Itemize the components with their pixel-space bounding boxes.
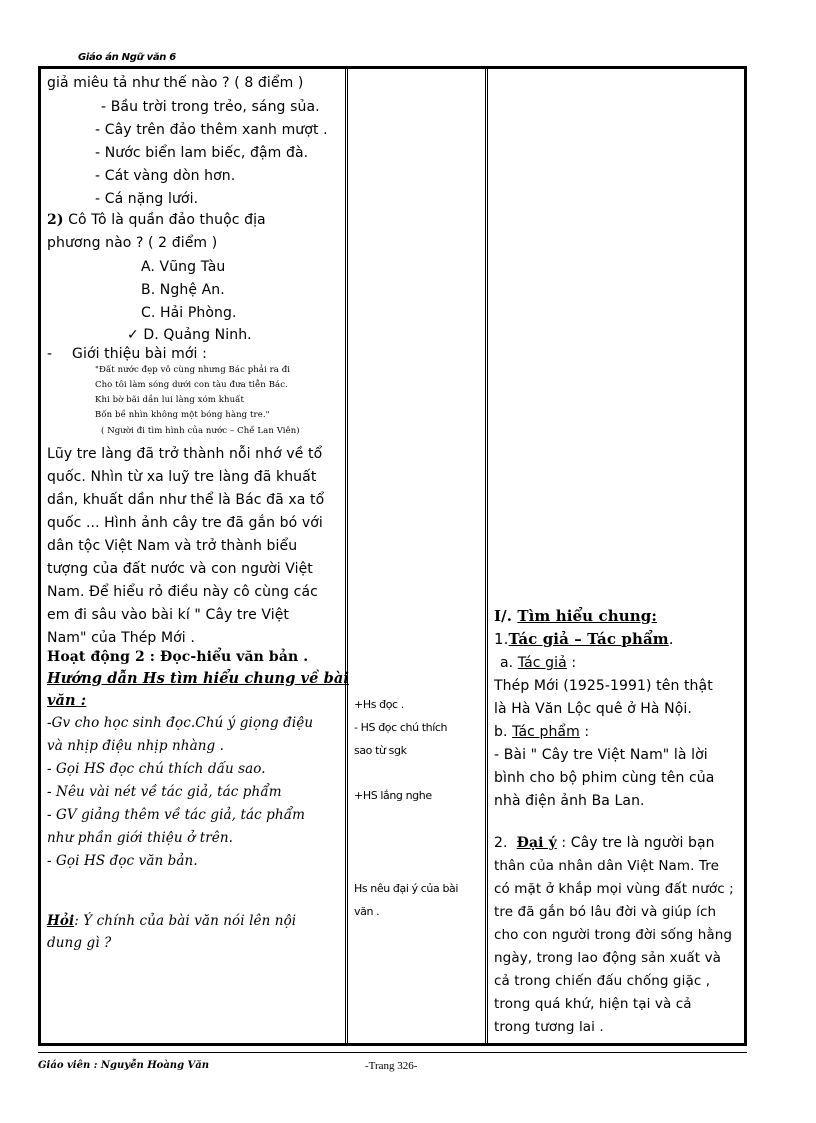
intro-dash: - [47, 346, 53, 362]
sub-title: Tác giả – Tác phẩm [508, 630, 669, 648]
paragraph-line: Nam. Để hiểu rỏ điều này cô cùng các [47, 584, 318, 600]
question-hoi-cont: dung gì ? [47, 935, 112, 951]
section-number: I/. [494, 607, 513, 625]
step-line: - GV giảng thêm về tác giả, tác phẩm [47, 807, 305, 823]
student-line: văn . [354, 905, 380, 918]
page-number: -Trang 326- [365, 1060, 418, 1072]
paragraph-line: dần, khuất dần như thể là Bác đã xa tổ [47, 492, 325, 508]
step-line: và nhịp điệu nhịp nhàng . [47, 738, 225, 754]
poem-source: ( Người đi tìm hình của nước – Chế Lan Viên) [101, 426, 300, 436]
section-title: Tìm hiểu chung: [517, 607, 657, 625]
document-header: Giáo án Ngữ văn 6 [78, 52, 176, 63]
step-line: - Gọi HS đọc chú thích dấu sao. [47, 761, 266, 777]
section-heading [494, 607, 657, 625]
activity-heading: Hoạt động 2 : Đọc-hiểu văn bản . [47, 649, 309, 665]
question-number: 2) [47, 212, 64, 228]
a-label: a. [500, 655, 514, 671]
text-line: - Bài " Cây tre Việt Nam" là lời [494, 747, 708, 763]
text-line: Thép Mới (1925-1991) tên thật [494, 678, 713, 694]
text-line: - Bầu trời trong trẻo, sáng sủa. [101, 99, 320, 115]
poem-line: Khi bờ bãi dần lui làng xóm khuất [95, 395, 244, 405]
paragraph-line: quốc. Nhìn từ xa luỹ tre làng đã khuất [47, 469, 317, 485]
step-line: - Nêu vài nét về tác giả, tác phẩm [47, 784, 282, 800]
option-b: B. Nghệ An. [141, 282, 225, 298]
student-line: - HS đọc chú thích [354, 721, 448, 734]
text-line: - Cát vàng dòn hơn. [95, 168, 236, 184]
option-d [127, 326, 252, 344]
question-text: : Ý chính của bài văn nói lên nội [74, 913, 297, 929]
intro-heading: Giới thiệu bài mới : [72, 346, 207, 362]
question-line [47, 211, 266, 229]
footer-divider [38, 1052, 747, 1053]
column-divider [485, 66, 488, 1046]
text-line: ngày, trong lao động sản xuất và [494, 950, 722, 966]
student-line: Hs nêu đại ý của bài [354, 882, 459, 895]
subsection-a [500, 654, 576, 672]
option-a: A. Vũng Tàu [141, 259, 226, 275]
text-line: nhà điện ảnh Ba Lan. [494, 793, 645, 809]
paragraph-line: quốc ... Hình ảnh cây tre đã gắn bó với [47, 515, 323, 531]
a-title: Tác giả [517, 655, 567, 671]
summary-first: : Cây tre là người bạn [556, 835, 715, 851]
sub-end: . [668, 630, 674, 648]
summary-heading [494, 834, 715, 852]
question-text: Cô Tô là quần đảo thuộc địa [68, 212, 266, 228]
question-label: Hỏi [47, 913, 75, 929]
text-line: cho con người trong đời sống hằng [494, 927, 733, 943]
text-line: - Cây trên đảo thêm xanh mượt . [95, 122, 328, 138]
step-line: như phần giới thiệu ở trên. [47, 830, 234, 846]
poem-line: Bốn bề nhìn không một bóng hàng tre." [95, 410, 270, 420]
student-line: sao từ sgk [354, 744, 407, 757]
column-divider [345, 66, 348, 1046]
a-colon: : [566, 655, 577, 671]
option-d-label: D. Quảng Ninh. [143, 327, 252, 343]
option-c: C. Hải Phòng. [141, 305, 237, 321]
paragraph-line: em đi sâu vào bài kí " Cây tre Việt [47, 607, 289, 623]
student-line: +HS lắng nghe [354, 789, 432, 802]
text-line: cả trong chiến đấu chống giặc , [494, 973, 711, 989]
poem-line: "Đất nước đẹp vô cùng nhưng Bác phải ra đi [95, 365, 291, 375]
guide-heading: Hướng dẫn Hs tìm hiểu chung về bài [47, 670, 349, 687]
step-line: -Gv cho học sinh đọc.Chú ý giọng điệu [47, 715, 314, 731]
text-line: phương nào ? ( 2 điểm ) [47, 235, 218, 251]
text-line: tre đã gắn bó lâu đời và giúp ích [494, 904, 717, 920]
sub-heading [494, 630, 674, 648]
text-line: là Hà Văn Lộc quê ở Hà Nội. [494, 701, 692, 717]
b-colon: : [579, 724, 590, 740]
paragraph-line: dân tộc Việt Nam và trở thành biểu [47, 538, 298, 554]
paragraph-line: tượng của đất nước và con người Việt [47, 561, 313, 577]
sub-number: 1. [494, 630, 509, 648]
text-line: thân của nhân dân Việt Nam. Tre [494, 858, 720, 874]
b-title: Tác phẩm [512, 724, 580, 740]
question-hoi [47, 912, 296, 930]
step-line: - Gọi HS đọc văn bản. [47, 853, 198, 869]
text-line: có mặt ở khắp mọi vùng đất nước ; [494, 881, 734, 897]
paragraph-line: Nam" của Thép Mới . [47, 630, 195, 646]
text-line: - Nước biển lam biếc, đậm đà. [95, 145, 309, 161]
summary-title: Đại ý [516, 835, 557, 851]
text-line: - Cá nặng lưới. [95, 191, 199, 207]
student-line: +Hs đọc . [354, 698, 404, 711]
poem-line: Cho tôi làm sóng dưới con tàu đưa tiễn Bác. [95, 380, 288, 390]
paragraph-line: Lũy tre làng đã trở thành nỗi nhớ về tổ [47, 446, 323, 462]
subsection-b [494, 723, 589, 741]
text-line: trong quá khứ, hiện tại và cả [494, 996, 692, 1012]
two-number: 2. [494, 835, 508, 851]
text-line: trong tương lai . [494, 1019, 604, 1035]
footer-teacher: Giáo viên : Nguyễn Hoàng Văn [38, 1060, 210, 1071]
text-line: giả miêu tả như thế nào ? ( 8 điểm ) [47, 75, 304, 91]
b-label: b. [494, 724, 508, 740]
text-line: bình cho bộ phim cùng tên của [494, 770, 715, 786]
guide-heading-cont: văn : [47, 692, 87, 709]
check-icon: ✓ [127, 327, 139, 343]
